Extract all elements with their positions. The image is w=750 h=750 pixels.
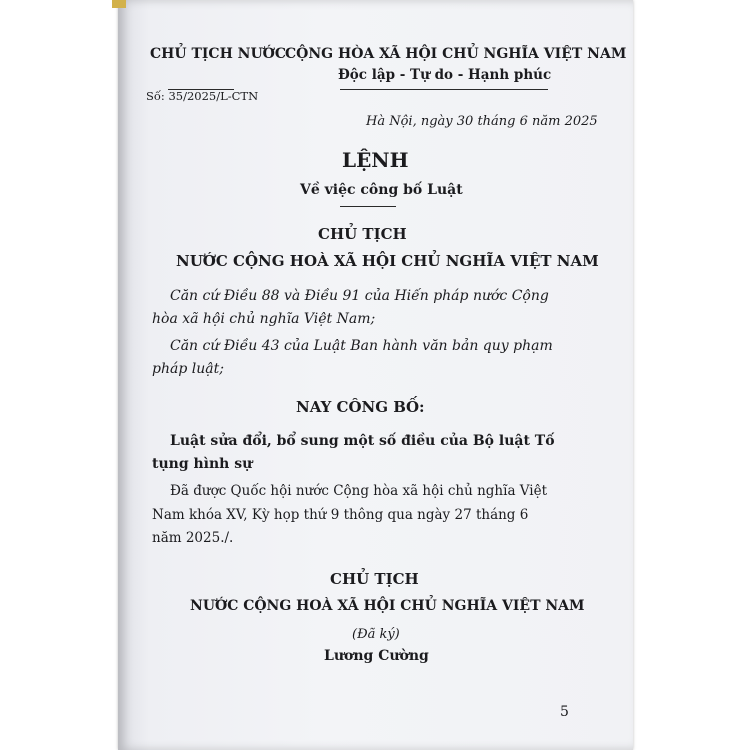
motto: Độc lập - Tự do - Hạnh phúc	[338, 67, 552, 83]
page-number: 5	[560, 704, 569, 720]
law-name-line-2: tụng hình sự	[152, 456, 253, 472]
basis-2-line-1: Căn cứ Điều 43 của Luật Ban hành văn bản quy phạm	[170, 338, 553, 354]
basis-1-line-1: Căn cứ Điều 88 và Điều 91 của Hiến pháp nước Cộng	[170, 288, 549, 304]
authority-country: NƯỚC CỘNG HOÀ XÃ HỘI CHỦ NGHĨA VIỆT NAM	[176, 252, 599, 270]
signer-name: Lương Cường	[324, 648, 429, 664]
document-subtitle: Về việc công bố Luật	[300, 182, 463, 198]
motto-underline	[340, 89, 548, 90]
subtitle-underline	[340, 206, 396, 207]
announce-heading: NAY CÔNG BỐ:	[296, 398, 425, 416]
passed-line-2: Nam khóa XV, Kỳ họp thứ 9 thông qua ngày 27 tháng 6	[152, 507, 529, 523]
signature-country: NƯỚC CỘNG HOÀ XÃ HỘI CHỦ NGHĨA VIỆT NAM	[190, 598, 585, 614]
passed-line-3: năm 2025./.	[152, 530, 234, 546]
country-heading: CỘNG HÒA XÃ HỘI CHỦ NGHĨA VIỆT NAM	[285, 46, 627, 62]
basis-2-line-2: pháp luật;	[152, 361, 224, 377]
signature-title: CHỦ TỊCH	[330, 570, 419, 588]
basis-1-line-2: hòa xã hội chủ nghĩa Việt Nam;	[152, 311, 376, 327]
document-number: Số: 35/2025/L-CTN	[146, 89, 259, 103]
passed-line-1: Đã được Quốc hội nước Cộng hòa xã hội chủ nghĩa Việt	[170, 483, 548, 499]
authority-title: CHỦ TỊCH	[318, 225, 407, 243]
place-date: Hà Nội, ngày 30 tháng 6 năm 2025	[366, 114, 598, 129]
law-name-line-1: Luật sửa đổi, bổ sung một số điều của Bộ luật Tố	[170, 433, 555, 449]
document-title: LỆNH	[342, 148, 409, 172]
issuer-label: CHỦ TỊCH NƯỚC	[150, 46, 287, 62]
binding-tab	[112, 0, 126, 8]
signed-note: (Đã ký)	[352, 627, 400, 642]
